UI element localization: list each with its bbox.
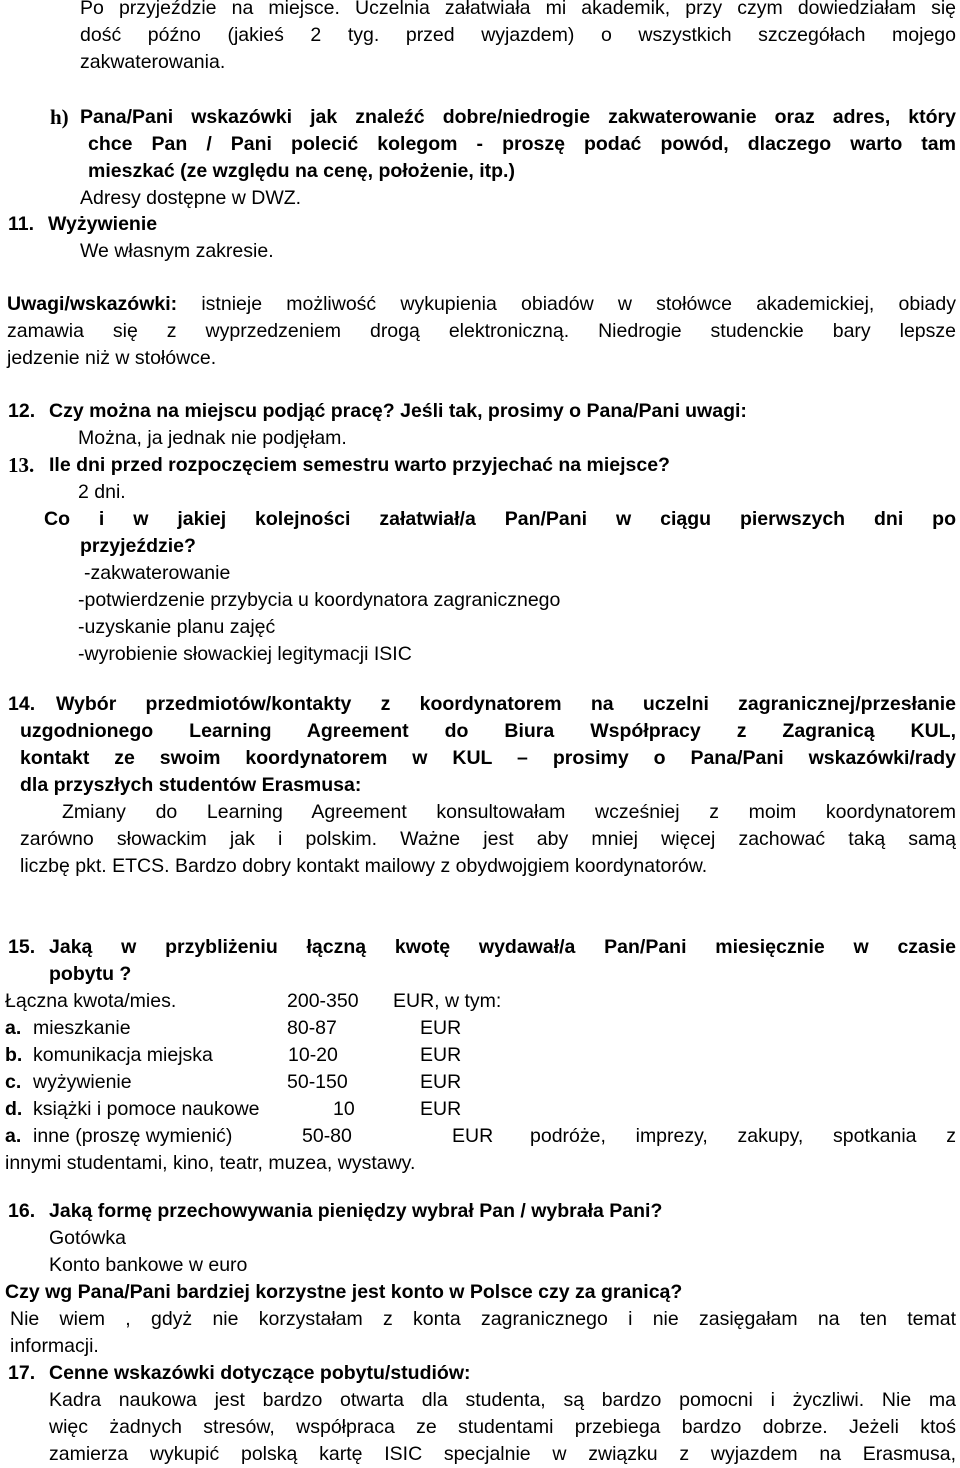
expense-total-value: 200-350 <box>287 990 359 1012</box>
question-17-title: Cenne wskazówki dotyczące pobytu/studiów: <box>49 1362 471 1384</box>
answer-17: zamierza wykupić polską kartę ISIC specjalnie w związku z wyjazdem na Erasmusa, <box>49 1443 956 1465</box>
step-item: -zakwaterowanie <box>84 562 231 584</box>
question-15-number: 15. <box>8 936 36 958</box>
question-h-marker: h) <box>50 105 69 129</box>
answer-17: więc żadnych stresów, współpraca ze studentami przebiega bardzo dobrze. Jeżeli ktoś <box>49 1416 956 1438</box>
answer-14: zarówno słowackim jak i polskim. Ważne jest aby mniej więcej zachować taką samą <box>20 828 956 850</box>
expense-unit: EUR <box>452 1125 494 1147</box>
question-h-text: chce Pan / Pani polecić kolegom - proszę podać powód, dlaczego warto tam <box>88 133 956 155</box>
expense-letter: a. <box>5 1017 22 1039</box>
expense-total-label: Łączna kwota/mies. <box>5 990 177 1012</box>
question-14-text: kontakt ze swoim koordynatorem w KUL – prosimy o Pana/Pani wskazówki/rady <box>20 747 956 769</box>
answer-h: Adresy dostępne w DWZ. <box>80 187 302 209</box>
answer-14: liczbę pkt. ETCS. Bardzo dobry kontakt mailowy z obydwojgiem koordynatorów. <box>20 855 708 877</box>
expense-label: wyżywienie <box>33 1071 132 1093</box>
step-item: -uzyskanie planu zajęć <box>78 616 276 638</box>
expense-total-unit: EUR, w tym: <box>393 990 502 1012</box>
expense-letter: b. <box>5 1044 23 1066</box>
answer-11: We własnym zakresie. <box>80 240 274 262</box>
expense-other-detail: podróże, imprezy, zakupy, spotkania z <box>530 1125 956 1147</box>
question-17-number: 17. <box>8 1362 36 1384</box>
intro-line: zakwaterowania. <box>80 51 226 73</box>
expense-value: 50-80 <box>302 1125 352 1147</box>
question-h-text: Pana/Pani wskazówki jak znaleźć dobre/niedrogie zakwaterowanie oraz adres, który <box>80 106 956 128</box>
question-13-number: 13. <box>8 453 35 477</box>
question-13-sub: Co i w jakiej kolejności załatwiał/a Pan/Pani w ciągu pierwszych dni po <box>44 508 956 530</box>
answer-13: 2 dni. <box>78 481 126 503</box>
answer-16-sub: informacji. <box>10 1335 99 1357</box>
question-14-number: 14. <box>8 693 36 715</box>
question-15-text: Jaką w przybliżeniu łączną kwotę wydawał/a Pan/Pani miesięcznie w czasie <box>49 936 956 958</box>
expense-value: 10 <box>333 1098 355 1120</box>
question-11-title: Wyżywienie <box>48 213 158 235</box>
expense-letter: c. <box>5 1071 22 1093</box>
expense-unit: EUR <box>420 1017 462 1039</box>
expense-letter: d. <box>5 1098 23 1120</box>
remarks-11-line2: zamawia się z wyprzedzeniem drogą elektroniczną. Niedrogie studenckie bary lepsze <box>7 320 956 342</box>
intro-line: dość późno (jakieś 2 tyg. przed wyjazdem) o wszystkich szczegółach mojego <box>80 24 956 46</box>
expense-unit: EUR <box>420 1071 462 1093</box>
remarks-text: istnieje możliwość wykupienia obiadów w stołówce akademickiej, obiady <box>201 293 956 315</box>
remarks-label: Uwagi/wskazówki: <box>7 293 178 315</box>
expense-label: mieszkanie <box>33 1017 131 1039</box>
question-14-text: dla przyszłych studentów Erasmusa: <box>20 774 362 796</box>
question-13-sub: przyjeździe? <box>80 535 196 557</box>
answer-17: Kadra naukowa jest bardzo otwarta dla studenta, są bardzo pomocni i życzliwi. Nie ma <box>49 1389 956 1411</box>
expense-value: 50-150 <box>287 1071 348 1093</box>
step-item: -potwierdzenie przybycia u koordynatora zagranicznego <box>78 589 561 611</box>
question-13-text: Ile dni przed rozpoczęciem semestru warto przyjechać na miejsce? <box>49 454 670 476</box>
answer-16-sub: Nie wiem , gdyż nie korzystałam z konta zagranicznego i nie zasięgałam na ten temat <box>10 1308 956 1330</box>
answer-14: Zmiany do Learning Agreement konsultowałam wcześniej z moim koordynatorem <box>62 801 956 823</box>
question-h-text: mieszkać (ze względu na cenę, położenie, itp.) <box>88 160 515 182</box>
question-12-text: Czy można na miejscu podjąć pracę? Jeśli tak, prosimy o Pana/Pani uwagi: <box>49 400 747 422</box>
expense-value: 80-87 <box>287 1017 337 1039</box>
intro-line: Po przyjeździe na miejsce. Uczelnia załatwiała mi akademik, przy czym dowiedziałam się <box>80 0 956 19</box>
question-11-number: 11. <box>8 213 35 235</box>
expense-other-detail: innymi studentami, kino, teatr, muzea, wystawy. <box>5 1152 416 1174</box>
question-12-number: 12. <box>8 400 36 422</box>
expense-unit: EUR <box>420 1044 462 1066</box>
question-16-number: 16. <box>8 1200 36 1222</box>
answer-12: Można, ja jednak nie podjęłam. <box>78 427 347 449</box>
question-15-text: pobytu ? <box>49 963 132 985</box>
answer-16: Gotówka <box>49 1227 126 1249</box>
answer-16: Konto bankowe w euro <box>49 1254 248 1276</box>
expense-value: 10-20 <box>288 1044 338 1066</box>
question-16-sub: Czy wg Pana/Pani bardziej korzystne jest konto w Polsce czy za granicą? <box>5 1281 683 1303</box>
question-16-text: Jaką formę przechowywania pieniędzy wybrał Pan / wybrała Pani? <box>49 1200 663 1222</box>
question-14-text: Wybór przedmiotów/kontakty z koordynatorem na uczelni zagranicznej/przesłanie <box>56 693 956 715</box>
step-item: -wyrobienie słowackiej legitymacji ISIC <box>78 643 412 665</box>
expense-letter: a. <box>5 1125 22 1147</box>
expense-label: komunikacja miejska <box>33 1044 213 1066</box>
expense-label: inne (proszę wymienić) <box>33 1125 233 1147</box>
expense-label: książki i pomoce naukowe <box>33 1098 260 1120</box>
question-14-text: uzgodnionego Learning Agreement do Biura Współpracy z Zagranicą KUL, <box>20 720 956 742</box>
expense-unit: EUR <box>420 1098 462 1120</box>
remarks-11-line1 <box>7 291 956 318</box>
remarks-11-line3: jedzenie niż w stołówce. <box>7 347 217 369</box>
